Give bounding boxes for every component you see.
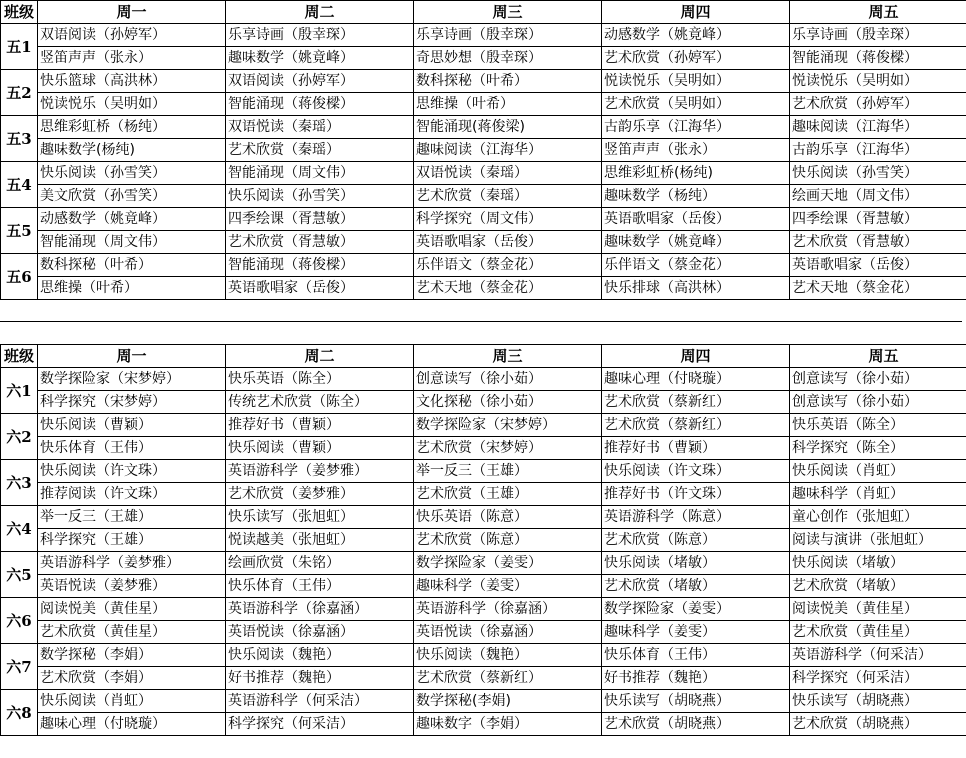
table-row	[1, 690, 966, 713]
course-cell: 英语游科学（姜梦雅）	[38, 552, 226, 575]
header-row	[1, 345, 966, 368]
course-cell: 四季绘课（胥慧敏）	[790, 208, 966, 231]
course-cell: 数科探秘（叶希）	[414, 70, 602, 93]
class-name-cell: 六8	[1, 690, 38, 736]
header-day: 周二	[226, 345, 414, 368]
course-cell: 英语游科学（徐嘉涵）	[226, 598, 414, 621]
table-row	[1, 254, 966, 277]
course-cell: 趣味数字（李娟）	[414, 713, 602, 736]
table-row	[1, 47, 966, 70]
table-row	[1, 24, 966, 47]
course-cell: 数学探秘（李娟）	[38, 644, 226, 667]
course-cell: 快乐阅读（许文珠）	[602, 460, 790, 483]
course-cell: 好书推荐（魏艳）	[602, 667, 790, 690]
class-name-cell: 五3	[1, 116, 38, 162]
course-cell: 快乐英语（陈意）	[414, 506, 602, 529]
table-row	[1, 70, 966, 93]
header-day: 周三	[414, 1, 602, 24]
course-cell: 举一反三（王雄）	[38, 506, 226, 529]
course-cell: 快乐阅读（曹颖）	[38, 414, 226, 437]
course-cell: 思维彩虹桥(杨纯)	[602, 162, 790, 185]
course-cell: 快乐体育（王伟）	[226, 575, 414, 598]
table-row	[1, 506, 966, 529]
course-cell: 趣味数学（姚竟峰）	[226, 47, 414, 70]
table-row	[1, 231, 966, 254]
course-cell: 快乐阅读（孙雪笑）	[226, 185, 414, 208]
course-cell: 趣味心理（付晓璇）	[38, 713, 226, 736]
table-row	[1, 644, 966, 667]
course-cell: 智能涌现（周文伟）	[38, 231, 226, 254]
course-cell: 数学探险家（姜雯）	[414, 552, 602, 575]
course-cell: 悦读悦乐（吴明如）	[602, 70, 790, 93]
course-cell: 科学探究（王雄）	[38, 529, 226, 552]
course-cell: 艺术欣赏（胥慧敏）	[226, 231, 414, 254]
course-cell: 思维操（叶希）	[38, 277, 226, 300]
header-day: 周四	[602, 1, 790, 24]
course-cell: 艺术欣赏（胥慧敏）	[790, 231, 966, 254]
course-cell: 趣味阅读（江海华）	[790, 116, 966, 139]
course-cell: 艺术欣赏（胡晓燕）	[602, 713, 790, 736]
course-cell: 英语歌唱家（岳俊）	[790, 254, 966, 277]
course-cell: 艺术欣赏（李娟）	[38, 667, 226, 690]
table-row	[1, 667, 966, 690]
course-cell: 创意读写（徐小茹）	[790, 391, 966, 414]
course-cell: 绘画天地（周文伟）	[790, 185, 966, 208]
course-cell: 艺术欣赏（胡晓燕）	[790, 713, 966, 736]
class-name-cell: 六6	[1, 598, 38, 644]
class-name-cell: 六7	[1, 644, 38, 690]
class-name-cell: 六3	[1, 460, 38, 506]
course-cell: 动感数学（姚竟峰）	[602, 24, 790, 47]
course-cell: 科学探究（周文伟）	[414, 208, 602, 231]
course-cell: 艺术欣赏（黄佳星）	[790, 621, 966, 644]
grade5-schedule-table	[0, 0, 966, 300]
course-cell: 好书推荐（魏艳）	[226, 667, 414, 690]
header-day: 周二	[226, 1, 414, 24]
course-cell: 趣味科学（姜雯）	[602, 621, 790, 644]
course-cell: 阅读与演讲（张旭虹）	[790, 529, 966, 552]
course-cell: 思维彩虹桥（杨纯）	[38, 116, 226, 139]
header-row	[1, 1, 966, 24]
course-cell: 古韵乐享（江海华）	[790, 139, 966, 162]
course-cell: 智能涌现（蒋俊樑）	[226, 254, 414, 277]
course-cell: 快乐体育（王伟）	[602, 644, 790, 667]
course-cell: 艺术欣赏（秦瑶）	[414, 185, 602, 208]
table-row	[1, 277, 966, 300]
course-cell: 快乐英语（陈全）	[226, 368, 414, 391]
course-cell: 双语悦读（秦瑶）	[226, 116, 414, 139]
course-cell: 竖笛声声（张永）	[602, 139, 790, 162]
course-cell: 数科探秘（叶希）	[38, 254, 226, 277]
course-cell: 创意读写（徐小茹）	[414, 368, 602, 391]
header-day: 周一	[38, 345, 226, 368]
course-cell: 智能涌现（蒋俊樑）	[790, 47, 966, 70]
course-cell: 童心创作（张旭虹）	[790, 506, 966, 529]
course-cell: 艺术欣赏（宋梦婷）	[414, 437, 602, 460]
course-cell: 乐享诗画（殷幸琛）	[790, 24, 966, 47]
course-cell: 快乐英语（陈全）	[790, 414, 966, 437]
course-cell: 快乐阅读（孙雪笑）	[38, 162, 226, 185]
course-cell: 乐伴语文（蔡金花）	[414, 254, 602, 277]
course-cell: 奇思妙想（殷幸琛）	[414, 47, 602, 70]
course-cell: 趣味阅读（江海华）	[414, 139, 602, 162]
course-cell: 英语歌唱家（岳俊）	[226, 277, 414, 300]
course-cell: 科学探究（陈全）	[790, 437, 966, 460]
header-day: 周四	[602, 345, 790, 368]
header-class: 班级	[1, 1, 38, 24]
course-cell: 艺术欣赏（姜梦雅）	[226, 483, 414, 506]
course-cell: 英语游科学（徐嘉涵）	[414, 598, 602, 621]
course-cell: 艺术天地（蔡金花）	[414, 277, 602, 300]
class-name-cell: 六4	[1, 506, 38, 552]
course-cell: 快乐阅读（许文珠）	[38, 460, 226, 483]
header-day: 周一	[38, 1, 226, 24]
course-cell: 双语悦读（秦瑶）	[414, 162, 602, 185]
course-cell: 艺术欣赏（王雄）	[414, 483, 602, 506]
course-cell: 举一反三（王雄）	[414, 460, 602, 483]
course-cell: 艺术欣赏（蔡新红）	[602, 414, 790, 437]
course-cell: 乐享诗画（殷幸琛）	[414, 24, 602, 47]
course-cell: 传统艺术欣赏（陈全）	[226, 391, 414, 414]
course-cell: 数学探险家（姜雯）	[602, 598, 790, 621]
course-cell: 艺术欣赏（孙婷军）	[602, 47, 790, 70]
class-name-cell: 六5	[1, 552, 38, 598]
table-row	[1, 391, 966, 414]
course-cell: 阅读悦美（黄佳星）	[38, 598, 226, 621]
course-cell: 数学探险家（宋梦婷）	[414, 414, 602, 437]
course-cell: 古韵乐享（江海华）	[602, 116, 790, 139]
course-cell: 艺术欣赏（吴明如）	[602, 93, 790, 116]
table-row	[1, 552, 966, 575]
course-cell: 快乐阅读（魏艳）	[226, 644, 414, 667]
course-cell: 艺术欣赏（蔡新红）	[414, 667, 602, 690]
course-cell: 推荐阅读（许文珠）	[38, 483, 226, 506]
class-name-cell: 六2	[1, 414, 38, 460]
course-cell: 英语悦读（徐嘉涵）	[414, 621, 602, 644]
course-cell: 趣味数学（姚竟峰）	[602, 231, 790, 254]
course-cell: 推荐好书（许文珠）	[602, 483, 790, 506]
grade6-schedule-table	[0, 344, 966, 736]
table-row	[1, 162, 966, 185]
course-cell: 思维操（叶希）	[414, 93, 602, 116]
course-cell: 动感数学（姚竟峰）	[38, 208, 226, 231]
course-cell: 趣味数学（杨纯）	[602, 185, 790, 208]
course-cell: 快乐读写（胡晓燕）	[790, 690, 966, 713]
course-cell: 艺术欣赏（蔡新红）	[602, 391, 790, 414]
course-cell: 创意读写（徐小茹）	[790, 368, 966, 391]
course-cell: 科学探究（何采洁）	[226, 713, 414, 736]
course-cell: 快乐阅读（曹颖）	[226, 437, 414, 460]
course-cell: 阅读悦美（黄佳星）	[790, 598, 966, 621]
header-day: 周五	[790, 345, 966, 368]
course-cell: 快乐体育（王伟）	[38, 437, 226, 460]
course-cell: 艺术欣赏（陈意）	[602, 529, 790, 552]
course-cell: 数学探险家（宋梦婷）	[38, 368, 226, 391]
course-cell: 趣味心理（付晓璇）	[602, 368, 790, 391]
course-cell: 悦读悦乐（吴明如）	[38, 93, 226, 116]
course-cell: 英语歌唱家（岳俊）	[602, 208, 790, 231]
course-cell: 乐伴语文（蔡金花）	[602, 254, 790, 277]
header-day: 周五	[790, 1, 966, 24]
course-cell: 快乐篮球（高洪林）	[38, 70, 226, 93]
course-cell: 快乐阅读（堵敏）	[790, 552, 966, 575]
course-cell: 艺术欣赏（秦瑶）	[226, 139, 414, 162]
course-cell: 艺术天地（蔡金花）	[790, 277, 966, 300]
course-cell: 快乐阅读（堵敏）	[602, 552, 790, 575]
course-cell: 双语阅读（孙婷军）	[226, 70, 414, 93]
table-row	[1, 437, 966, 460]
class-name-cell: 五6	[1, 254, 38, 300]
course-cell: 美文欣赏（孙雪笑）	[38, 185, 226, 208]
table-row	[1, 368, 966, 391]
course-cell: 英语悦读（徐嘉涵）	[226, 621, 414, 644]
course-cell: 双语阅读（孙婷军）	[38, 24, 226, 47]
table-row	[1, 713, 966, 736]
course-cell: 快乐阅读（魏艳）	[414, 644, 602, 667]
class-name-cell: 五5	[1, 208, 38, 254]
course-cell: 智能涌现（蒋俊樑）	[226, 93, 414, 116]
class-name-cell: 五2	[1, 70, 38, 116]
course-cell: 艺术欣赏（孙婷军）	[790, 93, 966, 116]
course-cell: 艺术欣赏（黄佳星）	[38, 621, 226, 644]
table-row	[1, 116, 966, 139]
course-cell: 智能涌现(蒋俊梁)	[414, 116, 602, 139]
table-row	[1, 460, 966, 483]
course-cell: 悦读越美（张旭虹）	[226, 529, 414, 552]
course-cell: 英语游科学（何采洁）	[790, 644, 966, 667]
course-cell: 科学探究（何采洁）	[790, 667, 966, 690]
course-cell: 英语悦读（姜梦雅）	[38, 575, 226, 598]
course-cell: 科学探究（宋梦婷）	[38, 391, 226, 414]
header-class: 班级	[1, 345, 38, 368]
course-cell: 智能涌现（周文伟）	[226, 162, 414, 185]
course-cell: 英语歌唱家（岳俊）	[414, 231, 602, 254]
course-cell: 绘画欣赏（朱铭）	[226, 552, 414, 575]
course-cell: 四季绘课（胥慧敏）	[226, 208, 414, 231]
class-name-cell: 五4	[1, 162, 38, 208]
course-cell: 艺术欣赏（陈意）	[414, 529, 602, 552]
course-cell: 英语游科学（陈意）	[602, 506, 790, 529]
course-cell: 趣味数学(杨纯)	[38, 139, 226, 162]
course-cell: 快乐读写（张旭虹）	[226, 506, 414, 529]
table-row	[1, 139, 966, 162]
class-name-cell: 五1	[1, 24, 38, 70]
course-cell: 艺术欣赏（堵敏）	[602, 575, 790, 598]
course-cell: 推荐好书（曹颖）	[602, 437, 790, 460]
course-cell: 快乐阅读（肖虹）	[790, 460, 966, 483]
table-row	[1, 575, 966, 598]
course-cell: 英语游科学（姜梦雅）	[226, 460, 414, 483]
course-cell: 推荐好书（曹颖）	[226, 414, 414, 437]
header-day: 周三	[414, 345, 602, 368]
course-cell: 快乐阅读（孙雪笑）	[790, 162, 966, 185]
class-name-cell: 六1	[1, 368, 38, 414]
table-row	[1, 529, 966, 552]
course-cell: 快乐排球（高洪林）	[602, 277, 790, 300]
gap-row-border	[0, 321, 962, 322]
table-row	[1, 185, 966, 208]
table-row	[1, 208, 966, 231]
course-cell: 快乐读写（胡晓燕）	[602, 690, 790, 713]
course-cell: 竖笛声声（张永）	[38, 47, 226, 70]
course-cell: 悦读悦乐（吴明如）	[790, 70, 966, 93]
table-row	[1, 414, 966, 437]
course-cell: 文化探秘（徐小茹）	[414, 391, 602, 414]
course-cell: 乐享诗画（殷幸琛）	[226, 24, 414, 47]
table-row	[1, 483, 966, 506]
course-cell: 趣味科学（姜雯）	[414, 575, 602, 598]
course-cell: 趣味科学（肖虹）	[790, 483, 966, 506]
course-cell: 数学探秘(李娟)	[414, 690, 602, 713]
table-row	[1, 93, 966, 116]
table-row	[1, 621, 966, 644]
course-cell: 快乐阅读（肖虹）	[38, 690, 226, 713]
course-cell: 艺术欣赏（堵敏）	[790, 575, 966, 598]
course-cell: 英语游科学（何采洁）	[226, 690, 414, 713]
table-row	[1, 598, 966, 621]
